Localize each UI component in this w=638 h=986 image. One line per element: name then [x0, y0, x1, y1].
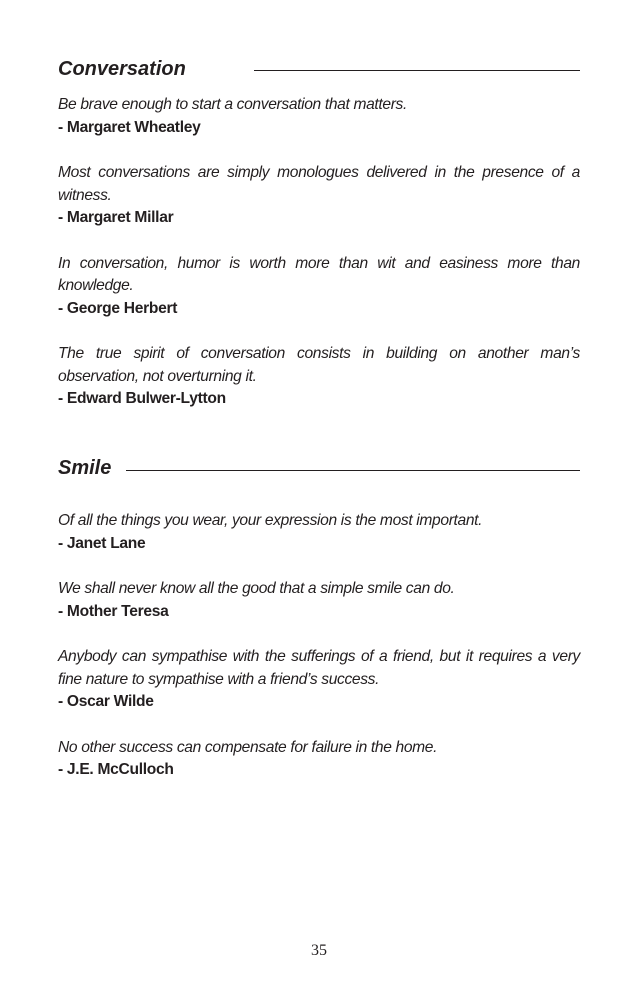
quote [58, 162, 580, 230]
quote-text: No other success can compensate for failure in the home. [58, 738, 438, 756]
section-heading [58, 56, 580, 82]
quote [58, 253, 580, 321]
document-page [58, 0, 580, 986]
section-title: Smile [58, 457, 112, 479]
heading-rule [254, 70, 580, 71]
quote-list [58, 510, 580, 782]
quote-author: - Margaret Wheatley [58, 118, 201, 136]
quote-author: - J.E. McCulloch [58, 761, 174, 778]
quote-author: - Edward Bulwer-Lytton [58, 390, 226, 407]
quote-text: In conversation, humor is worth more than wit and easiness more than knowledge. [58, 254, 580, 294]
quote [58, 646, 580, 714]
quote-author: - George Herbert [58, 299, 178, 317]
quote [58, 737, 580, 782]
quote [58, 578, 580, 623]
section-smile [58, 455, 580, 782]
quote-text: We shall never know all the good that a simple smile can do. [58, 580, 455, 597]
quote-text: Be brave enough to start a conversation that matters. [58, 96, 407, 113]
quote [58, 94, 580, 139]
quote [58, 343, 580, 411]
quote-text: The true spirit of conversation consists in building on another man’s observation, not overturning it. [58, 345, 580, 385]
heading-rule [126, 470, 580, 471]
quote-text: Of all the things you wear, your expression is the most important. [58, 512, 483, 529]
page-number: 35 [311, 942, 327, 959]
quote-list [58, 94, 580, 411]
quote-text: Most conversations are simply monologues delivered in the presence of a witness. [58, 164, 580, 204]
section-heading [58, 455, 580, 481]
section-conversation [58, 56, 580, 411]
quote-author: - Mother Teresa [58, 602, 169, 620]
quote [58, 510, 580, 555]
section-title: Conversation [58, 58, 186, 80]
quote-author: - Oscar Wilde [58, 693, 154, 710]
quote-author: - Janet Lane [58, 534, 146, 552]
quote-text: Anybody can sympathise with the sufferings of a friend, but it requires a very fine nature to sympathise with a friend’s success. [58, 648, 580, 688]
quote-author: - Margaret Millar [58, 209, 174, 226]
